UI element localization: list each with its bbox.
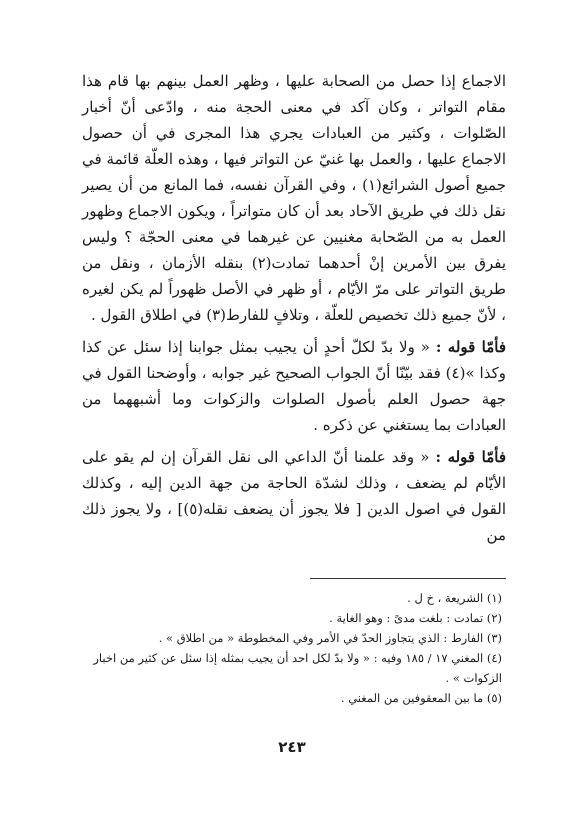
footnote-2: (٢) تمادت : بلغت مدىً : وهو الغاية .	[329, 611, 502, 625]
footnotes	[82, 588, 506, 708]
paragraph-2	[82, 334, 506, 438]
footnote-4: (٤) المغني ١٧ / ١٨٥ وفيه : « ولا بدّ لكل احد أن يجيب بمثله إذا سئل عن كثير من اخبار الزكوات » .	[93, 651, 502, 685]
paragraph-2-lead: فأمّا قوله :	[435, 338, 507, 356]
page-number: ٢٤٣	[278, 738, 306, 756]
paragraph-3	[82, 444, 506, 548]
footnote-separator	[310, 578, 506, 579]
paragraph-2-text: « ولا بدّ لكلّ أحدٍ أن يجيب بمثل جوابنا إذا سئل عن كذا وكذا »(٤) فقد بيّنّا أنّ الجواب الصحيح غير جوابه ، وأوضحنا القول في جهة حصول العلم بأصول الصلوات والزكوات وما أشبههما من العبادات بما يستغني عن ذكره .	[82, 338, 506, 434]
paragraph-1	[82, 68, 506, 328]
paragraph-1-text: الاجماع إذا حصل من الصحابة عليها ، وظهر العمل بينهم بها قام هذا مقام التواتر ، وكان آكد في معنى الحجة منه ، وادّعى أنّ أخبار الصّلوات ، وكثير من العبادات يجري هذا المجرى في أن حصول الاجماع عليها ، والعمل بها غنيّ عن التواتر فيها ، وهذه العلّة قائمة في جميع أصول الشرائع(١) ، وفي القرآن نفسه، فما المانع من أن يصير نقل ذلك في طريق الآحاد بعد أن كان متواتراً ، ويكون الاجماع وظهور العمل به من الصّحابة مغنيين عن غيرهما في معنى الحجّة ؟ وليس يفرق بين الأمرين إنْ أحدهما تمادت(٢) بنقله الأزمان ، ونقل من طريق التواتر على مرّ الأيّام ، أو ظهر في الأصل ظهوراً لم يكن لغيره ، لأنّ جميع ذلك تخصيص للعلّة ، وتلافٍ للفارط(٣) في اطلاق القول .	[82, 72, 506, 324]
footnote-5: (٥) ما بين المعقوفين من المغني .	[340, 691, 502, 705]
paragraph-3-lead: فأمّا قوله :	[435, 448, 506, 466]
paragraph-3-text: « وقد علمنا أنّ الداعي الى نقل القرآن إن لم يقو على الأيّام لم يضعف ، وذلك لشدّة الحاجة من جهة الدين إليه ، وكذلك القول في اصول الدين [ فلا يجوز أن يضعف نقله(٥)] ، ولا يجوز ذلك من	[82, 448, 506, 544]
footnote-1: (١) الشريعة ، خ ل .	[407, 591, 502, 605]
footnote-3: (٣) الفارط : الذي يتجاوز الحدّ في الأمر وفي المخطوطة « من اطلاق » .	[158, 631, 502, 645]
main-text	[82, 68, 506, 548]
